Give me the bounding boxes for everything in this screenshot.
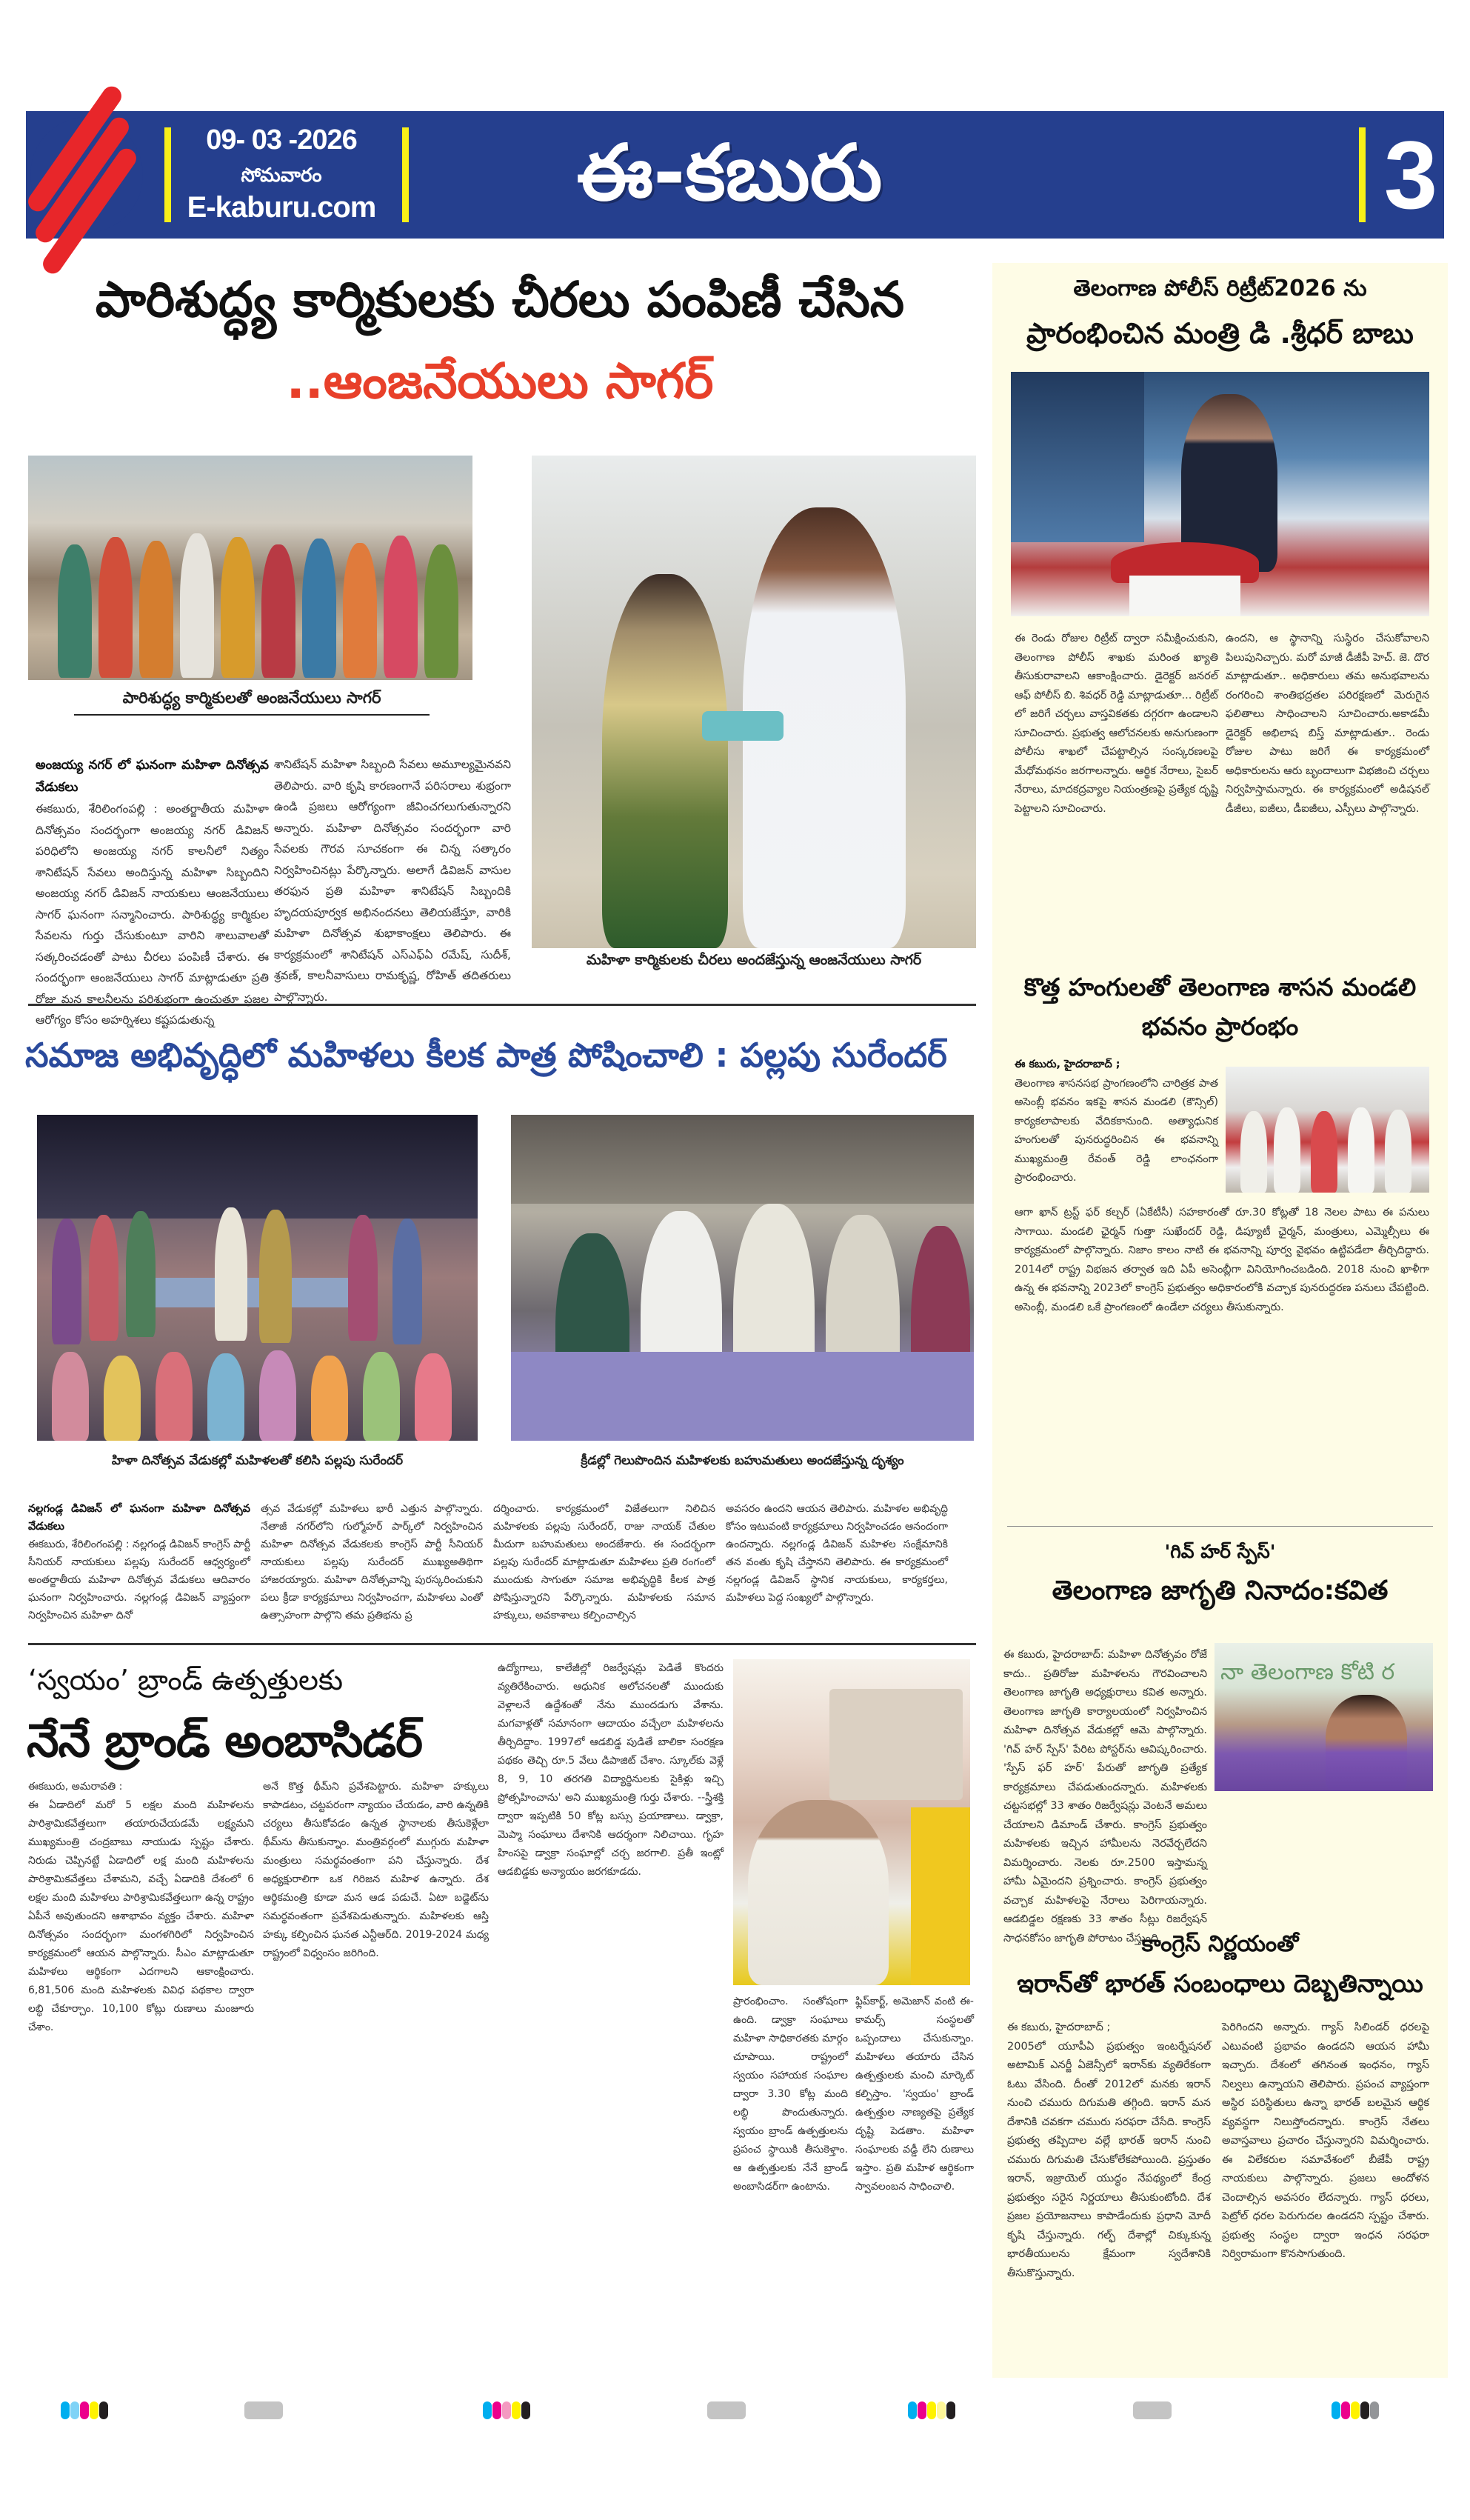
- print-gray-patch: [244, 2401, 283, 2419]
- swayam-headline: నేనే బ్రాండ్ అంబాసిడర్: [27, 1713, 423, 1767]
- council-inauguration-photo: [1226, 1067, 1429, 1193]
- color-swatch: [512, 2401, 521, 2419]
- print-gray-patch: [707, 2401, 746, 2419]
- police-headline-line1: తెలంగాణ పోలీస్ రిట్రీట్2026 ను: [1073, 276, 1367, 301]
- swayam-dateline: ఈకబురు, అమరావతి :: [28, 1781, 123, 1793]
- color-swatch: [502, 2401, 511, 2419]
- color-swatch: [90, 2401, 98, 2419]
- masthead: [26, 111, 1444, 239]
- color-swatch: [908, 2401, 917, 2419]
- sanitation-workers-photo: [28, 456, 472, 680]
- issue-date: 09- 03 -2026: [206, 124, 357, 156]
- sanitation-body-col2: శానిటేషన్ మహిళా సిబ్బంది సేవలు అమూల్యమైనవని తెలిపారు. వారి కృషి కారణంగానే పరిసరాలు శుభ్రంగా ఉండి ప్రజలు ఆరోగ్యంగా జీవించగలుగుతున్నారని అన్నారు. మహిళా దినోత్సవం సందర్భంగా వారి సేవలకు గౌరవ సూచకంగా ఈ చిన్న సత్కారం నిర్వహించినట్లు పేర్కొన్నారు. అలాగే డివిజన్ వాసుల తరఫున ప్రతి మహిళా శానిటేషన్ సిబ్బందికి హృదయపూర్వక అభినందనలు తెలియజేస్తూ, వారికి మహిళా దినోత్సవ శుభాకాంక్షలు తెలిపారు. ఈ కార్యక్రమంలో శానిటేషన్ ఎస్ఎఫ్ఏ రమేష్, సుదీశ్, శ్రవణ్, కాలనీవాసులు రామకృష్ణ, రోహిత్ తదితరులు పాల్గొన్నారు.: [274, 758, 511, 1004]
- police-body-col2: ఉందని, ఆ స్థానాన్ని సుస్థిరం చేసుకోవాలని పిలుపునిచ్చారు. మరో మాజీ డీజీపీ హెచ్. జె. దొర మాట్లాడుతూ.. అధికారులు తమ అనుభవాలను రంగరించి శాంతిభద్రతల పరిరక్షణలో మెరుగైన ఫలితాలు సాధించాలని సూచించారు.అకాడమీ డైరెక్టర్ అభిలాష బిస్త్ మాట్లాడుతూ.. రెండు రోజుల పాటు జరిగే ఈ కార్యక్రమంలో అధికారులను ఆరు బృందాలుగా విభజించి చర్చలు నిర్వహిస్తామన్నారు. ఈ కార్యక్రమంలో అడిషనల్ డీజీలు, ఐజీలు, డీఐజీలు, ఎస్పీలు పాల్గొన్నారు.: [1226, 633, 1429, 815]
- council-headline-line1: కొత్త హంగులతో తెలంగాణ శాసన మండలి: [1023, 973, 1417, 1001]
- sanitation-body-col1: [36, 754, 269, 1027]
- sanitation-headline-line1: పారిశుద్ధ్య కార్మికులకు చీరలు పంపిణీ చేసిన: [95, 271, 905, 328]
- print-gray-patch: [1133, 2401, 1172, 2419]
- accent-bar: [402, 127, 409, 222]
- print-color-bar: [908, 2401, 955, 2419]
- website-link[interactable]: E-kaburu.com: [187, 191, 376, 224]
- color-swatch: [1332, 2401, 1340, 2419]
- pallapu-body-text-1: ఈకబురు, శేరిలింగంపల్లి : నల్లగండ్ల డివిజన్ కాంగ్రెస్ పార్టీ సీనియర్ నాయకులు పల్లపు సురేందర్ ఆధ్వర్యంలో అంతర్జాతీయ మహిళా దినోత్సవ వేడుకలు ఆదివారం ఘనంగా నిర్వహించారు. నల్లగండ్ల డివిజన్ వ్యాప్తంగా నిర్వహించిన మహిళా దినో: [28, 1539, 250, 1621]
- section-divider: [1007, 1526, 1433, 1527]
- kavitha-photo: [1215, 1643, 1433, 1791]
- color-swatch: [99, 2401, 108, 2419]
- color-swatch: [1341, 2401, 1350, 2419]
- kavitha-photo-banner: నా తెలంగాణ కోటి ర: [1220, 1659, 1395, 1685]
- color-swatch: [483, 2401, 492, 2419]
- color-swatch: [492, 2401, 501, 2419]
- color-swatch: [927, 2401, 936, 2419]
- council-body-text-top: తెలంగాణ శాసనసభ ప్రాంగణంలోని చారిత్రక పాత అసెంబ్లీ భవనం ఇకపై శాసన మండలి (కౌన్సిల్) కార్యకలాపాలకు వేదికకానుంది. అత్యాధునిక హంగులతో పునరుద్ధరించిన ఈ భవనాన్ని ముఖ్యమంత్రి రేవంత్ రెడ్డి లాంఛనంగా ప్రారంభించారు.: [1015, 1077, 1218, 1184]
- page-number: 3: [1383, 121, 1438, 229]
- color-swatch: [80, 2401, 89, 2419]
- council-dateline: ఈ కబురు, హైదరాబాద్ ;: [1015, 1059, 1120, 1070]
- color-swatch: [1360, 2401, 1369, 2419]
- print-color-bar: [61, 2401, 108, 2419]
- kavitha-kicker: 'గివ్ హర్ స్పేస్': [1164, 1541, 1276, 1562]
- sanitation-photo1-caption: పారిశుద్ధ్య కార్మికులతో అంజనేయులు సాగర్: [74, 689, 430, 716]
- swayam-body-col4: ప్రారంభించాం. సంతోషంగా ఉంది. డ్వాక్రా సంఘాలు మహిళా సాధికారతకు మార్గం చూపాయి. రాష్ట్రంలో స్వయం సహాయక సంఘాల ద్వారా 3.30 కోట్ల మంది లబ్ధి పొందుతున్నారు. స్వయం బ్రాండ్ ఉత్పత్తులను ప్రపంచ స్థాయికి తీసుకెళ్తాం. ఆ ఉత్పత్తులకు నేనే బ్రాండ్ అంబాసిడర్‌గా ఉంటాను.: [733, 1996, 848, 2193]
- pallapu-body-col1: [28, 1500, 250, 1641]
- chief-minister-photo: [733, 1659, 970, 1985]
- congress-body-text-1: 2005లో యూపీఏ ప్రభుత్వం ఇంటర్నేషనల్ అటామిక్ ఎనర్జీ ఏజెన్సీలో ఇరాన్‌కు వ్యతిరేకంగా ఓటు వేసింది. దీంతో 2012లో మనకు ఇరాన్ నుంచి చమురు దిగుమతి తగ్గింది. ఇరాన్ మన దేశానికి చవకగా చమురు సరఫరా చేసేది. కాంగ్రెస్ ప్రభుత్వ తప్పిదాల వల్లే భారత్ ఇరాన్ నుంచి చమురు దిగుమతి చేసుకోలేకపోయింది. ప్రస్తుతం ఇరాన్, ఇజ్రాయెల్ యుద్ధం నేపథ్యంలో కేంద్ర ప్రభుత్వం సరైన నిర్ణయాలు తీసుకుంటోంది. దేశ ప్రజల ప్రయోజనాలు కాపాడేందుకు ప్రధాని మోదీ కృషి చేస్తున్నారు. గల్ఫ్ దేశాల్లో చిక్కుకున్న భారతీయులను క్షేమంగా స్వదేశానికి తీసుకొస్తున్నారు.: [1007, 2040, 1211, 2279]
- sanitation-body-text-1: ఈకబురు, శేరిలింగంపల్లి : అంతర్జాతీయ మహిళా దినోత్సవం సందర్భంగా అంజయ్య నగర్ డివిజన్ పరిధిలోని అంజయ్య నగర్ కాలనీలో నిత్యం శానిటేషన్ సేవలు అందిస్తున్న మహిళా సిబ్బందిని అంజయ్య నగర్ డివిజన్ నాయకులు ఆంజనేయులు సాగర్ ఘనంగా సన్మానించారు. పారిశుద్ధ్య కార్మికుల సేవలను గుర్తు చేసుకుంటూ వారిని శాలువాలతో సత్కరించడంతో పాటు చీరలు పంపిణీ చేశారు. ఈ సందర్భంగా ఆంజనేయులు సాగర్ మాట్లాడుతూ ప్రతి రోజు మన కాలనీలను పరిశుభ్రంగా ఉంచుతూ ప్రజల ఆరోగ్యం కోసం అహర్నిశలు కష్టపడుతున్న: [36, 802, 269, 1027]
- pallapu-photo2-caption: క్రీడల్లో గెలుపొందిన మహిళలకు బహుమతులు అందజేస్తున్న దృశ్యం: [581, 1453, 904, 1468]
- swayam-body-col3: ఉద్యోగాలు, కాలేజీల్లో రిజర్వేషన్లు పెడితే కొందరు వ్యతిరేకించారు. ఆధునిక ఆలోచనలతో ముందుకు వెళ్లాలనే ఉద్దేశంతో నేను ముందడుగు వేశాను. మగవాళ్లతో సమానంగా ఆదాయం వచ్చేలా మహిళలను తీర్చిదిద్దాం. 1997లో ఆడబిడ్డ పుడితే బాలికా సంరక్షణ పథకం తెచ్చి రూ.5 వేలు డిపాజిట్ చేశాం. స్కూల్‌కు వెళ్లే 8, 9, 10 తరగతి విద్యార్థినులకు సైకిళ్లు ఇచ్చి ప్రోత్సహించాను' అని ముఖ్యమంత్రి గుర్తు చేశారు. --స్త్రీశక్తి ద్వారా ఇప్పటికి 50 కోట్ల బస్సు ప్రయాణాలు. డ్వాక్రా, మెప్మా సంఘాలు దేశానికి ఆదర్శంగా నిలిచాయి. గృహ హింసపై డ్వాక్రా సంఘాల్లో చర్చ జరగాలి. ప్రతీ ఇంట్లో ఆడబిడ్డకు అన్యాయం జరగకూడదు.: [498, 1662, 724, 1878]
- pallapu-photo1-caption: హిళా దినోత్సవ వేడుకల్లో మహిళలతో కలిసి పల్లపు సురేందర్: [111, 1453, 404, 1468]
- womens-day-group-photo: [37, 1115, 478, 1441]
- pallapu-body-col2: త్సవ వేడుకల్లో మహిళలు భారీ ఎత్తున పాల్గొన్నారు. నేతాజీ నగర్‌లోని గుల్మోహర్ పార్క్‌లో నిర్వహించిన మహిళా దినోత్సవ వేడుకలకు కాంగ్రెస్ పార్టీ సీనియర్ నాయకులు పల్లపు సురేందర్ ముఖ్యఅతిథిగా హాజరయ్యారు. మహిళా దినోత్సవాన్ని పురస్కరించుకుని పలు క్రీడా కార్యక్రమాలు నిర్వహించగా, మహిళలు ఎంతో ఉత్సాహంగా పాల్గొని తమ ప్రతిభను ప్ర: [261, 1503, 483, 1621]
- ekaburu-logo-icon: [30, 117, 143, 233]
- council-body-bottom: ఆగా ఖాన్ ట్రస్ట్ ఫర్ కల్చర్ (ఏకేటీసీ) సహకారంతో రూ.30 కోట్లతో 18 నెలల పాటు ఈ పనులు సాగాయి. మండలి ఛైర్మన్ గుత్తా సుఖేందర్ రెడ్డి, డిప్యూటీ ఛైర్మన్, మంత్రులు, ఎమ్మెల్సీలు ఈ కార్యక్రమంలో పాల్గొన్నారు. నిజాం కాలం నాటి ఈ భవనాన్ని పూర్వ వైభవం ఉట్టిపడేలా తీర్చిదిద్దారు. 2014లో రాష్ట్ర విభజన తర్వాత ఇది ఏపీ అసెంబ్లీగా వినియోగించబడింది. 2018 నుంచి ఖాళీగా ఉన్న ఈ భవనాన్ని 2023లో కాంగ్రెస్ ప్రభుత్వం అధికారంలోకి వచ్చాక పునరుద్ధరణ పనులు చేపట్టింది. అసెంబ్లీ, మండలి ఒకే ప్రాంగణంలో ఉండేలా చర్యలు తీసుకున్నారు.: [1015, 1207, 1429, 1313]
- congress-headline-line2: ఇరాన్‌తో భారత్ సంబంధాలు దెబ్బతిన్నాయి: [1017, 1969, 1423, 1998]
- paper-name: ఈ-కబురు: [576, 127, 883, 218]
- color-swatch: [1370, 2401, 1379, 2419]
- color-swatch: [946, 2401, 955, 2419]
- congress-headline-line1: కాంగ్రెస్ నిర్ణయంతో: [1141, 1931, 1299, 1957]
- pallapu-body-col3: దర్శించారు. కార్యక్రమంలో విజేతలుగా నిలిచిన మహిళలకు పల్లపు సురేందర్, రాజు నాయక్ చేతుల మీదుగా బహుమతులు అందజేశారు. ఈ సందర్భంగా పల్లపు సురేందర్ మాట్లాడుతూ మహిళలు ప్రతి రంగంలో ముందుకు సాగుతూ సమాజ అభివృద్ధికి కీలక పాత్ర పోషిస్తున్నారని పేర్కొన్నారు. మహిళలకు సమాన హక్కులు, అవకాశాలు కల్పించాల్సిన: [493, 1503, 715, 1621]
- swayam-body-col1: [28, 1778, 254, 2370]
- color-swatch: [61, 2401, 70, 2419]
- swayam-body-col5: ఫ్లిప్‌కార్ట్, అమెజాన్ వంటి ఈ-కామర్స్ సంస్థలతో ఒప్పందాలు చేసుకున్నాం. మహిళలు తయారు చేసిన ఉత్పత్తులకు మంచి మార్కెట్ కల్పిస్తాం. 'స్వయం' బ్రాండ్ ఉత్పత్తుల నాణ్యతపై ప్రత్యేక దృష్టి పెడతాం. మహిళా సంఘాలకు వడ్డీ లేని రుణాలు ఇస్తాం. ప్రతి మహిళ ఆర్థికంగా స్వావలంబన సాధించాలి.: [855, 1996, 974, 2193]
- swayam-body-text-1: ఈ ఏడాదిలో మరో 5 లక్షల మంది మహిళలను పారిశ్రామికవేత్తలుగా తయారుచేయడమే లక్ష్యమని ముఖ్యమంత్రి చంద్రబాబు నాయుడు స్పష్టం చేశారు. నిరుడు చెప్పినట్టే ఏడాదిలో లక్ష మంది మహిళలను పారిశ్రామికవేత్తలు చేశామని, వచ్చే ఏడాదికి దేశంలో 6 లక్షల మంది మహిళలు పారిశ్రామికవేత్తలుగా ఉన్న రాష్ట్రం ఏపీనే అవుతుందని ఆశాభావం వ్యక్తం చేశారు. మహిళా దినోత్సవం సందర్భంగా మంగళగిరిలో నిర్వహించిన కార్యక్రమంలో ఆయన పాల్గొన్నారు. సీఎం మాట్లాడుతూ మహిళలు ఆర్థికంగా ఎదగాలని ఆకాంక్షించారు. 6,81,506 మంది మహిళలకు వివిధ పథకాల ద్వారా లబ్ధి చేకూర్చాం. 10,100 కోట్లు రుణాలు మంజూరు చేశాం.: [28, 1799, 254, 2033]
- pallapu-body-col4: అవసరం ఉందని ఆయన తెలిపారు. మహిళల అభివృద్ధి కోసం ఇటువంటి కార్యక్రమాలు నిర్వహించడం ఆనందంగా ఉందన్నారు. నల్లగండ్ల డివిజన్ మహిళల సంక్షేమానికి తన వంతు కృషి చేస్తానని తెలిపారు. ఈ కార్యక్రమంలో నల్లగండ్ల డివిజన్ స్థానిక నాయకులు, కార్యకర్తలు, మహిళలు పెద్ద సంఖ్యలో పాల్గొన్నారు.: [726, 1503, 948, 1604]
- kavitha-body: ఈ కబురు, హైదరాబాద్: మహిళా దినోత్సవం రోజే కాదు.. ప్రతిరోజు మహిళలను గౌరవించాలని తెలంగాణ జాగృతి అధ్యక్షురాలు కవిత అన్నారు. తెలంగాణ జాగృతి కార్యాలయంలో నిర్వహించిన మహిళా దినోత్సవ వేడుకల్లో ఆమె పాల్గొన్నారు. 'గివ్ హర్ స్పేస్' పేరిట పోస్టర్‌ను ఆవిష్కరించారు. 'స్పేస్ ఫర్ హర్' పేరుతో జాగృతి ప్రత్యేక కార్యక్రమాలు చేపడుతుందన్నారు. మహిళలకు చట్టసభల్లో 33 శాతం రిజర్వేషన్లు వెంటనే అమలు చేయాలని డిమాండ్ చేశారు. కాంగ్రెస్ ప్రభుత్వం మహిళలకు ఇచ్చిన హామీలను నెరవేర్చలేదని విమర్శించారు. నెలకు రూ.2500 ఇస్తామన్న హామీ ఏమైందని ప్రశ్నించారు. కాంగ్రెస్ ప్రభుత్వం వచ్చాక మహిళలపై నేరాలు పెరిగాయన్నారు. ఆడబిడ్డల రక్షణకు 33 శాతం సీట్లు రిజర్వేషన్ సాధనకోసం జాగృతి పోరాటం చేస్తుంది.: [1003, 1649, 1207, 1944]
- color-swatch: [937, 2401, 946, 2419]
- pallapu-headline: సమాజ అభివృద్ధిలో మహిళలు కీలక పాత్ర పోషించాలి : పల్లపు సురేందర్: [25, 1036, 947, 1075]
- accent-bar: [1359, 127, 1366, 222]
- color-swatch: [1351, 2401, 1360, 2419]
- color-swatch: [70, 2401, 79, 2419]
- swayam-body-col2: అనే కొత్త థీమ్‌ని ప్రవేశపెట్టారు. మహిళా హక్కులు కాపాడటం, చట్టపరంగా న్యాయం చేయడం, వారి ఉన్నతికి చర్యలు తీసుకోవడం ఉన్నత స్థానాలకు తీసుకెళ్లేలా థీమ్‌ను తీసుకున్నాం. మంత్రివర్గంలో ముగ్గురు మహిళా మంత్రులు సమర్థవంతంగా పని చేస్తున్నారు. దేశ అధ్యక్షురాలిగా ఒక గిరిజన మహిళ ఉన్నారు. దేశ ఆర్థికమంత్రి కూడా మన ఆడ పడుచే. ఏటా బడ్జెట్‌ను సమర్థవంతంగా ప్రవేశపెడుతున్నారు. మహిళలకు ఆస్తి హక్కు కల్పించిన ఘనత ఎన్టీఆర్‌ది. 2019-2024 మధ్య రాష్ట్రంలో విధ్వంసం జరిగింది.: [263, 1781, 489, 1959]
- sanitation-headline-line2: ..ఆంజనేయులు సాగర్: [286, 353, 714, 410]
- print-color-bar: [483, 2401, 530, 2419]
- saree-distribution-photo: [532, 456, 976, 948]
- sanitation-photo2-caption: మహిళా కార్మికులకు చీరలు అందజేస్తున్న ఆంజనేయులు సాగర్: [586, 952, 922, 968]
- congress-dateline: ఈ కబురు, హైదరాబాద్ ;: [1007, 2021, 1111, 2033]
- color-swatch: [521, 2401, 530, 2419]
- council-body-top: [1015, 1056, 1218, 1196]
- section-divider: [28, 1643, 976, 1645]
- police-headline-line2: ప్రారంభించిన మంత్రి డి .శ్రీధర్ బాబు: [1026, 317, 1414, 350]
- congress-body-col2: పెరిగిందని అన్నారు. గ్యాస్ సిలిండర్ ధరలపై ఎటువంటి ప్రభావం ఉండదని ఆయన హామీ ఇచ్చారు. దేశంలో తగినంత ఇంధనం, గ్యాస్ నిల్వలు ఉన్నాయని తెలిపారు. ప్రపంచ వ్యాప్తంగా అస్థిర పరిస్థితులు ఉన్నా భారత్ బలమైన ఆర్థిక వ్యవస్థగా నిలుస్తోందన్నారు. కాంగ్రెస్ నేతలు అవాస్తవాలు ప్రచారం చేస్తున్నారని విమర్శించారు. ఈ విలేకరుల సమావేశంలో బీజేపీ రాష్ట్ర నాయకులు పాల్గొన్నారు. ప్రజలు ఆందోళన చెందాల్సిన అవసరం లేదన్నారు. గ్యాస్ ధరలు, పెట్రోల్ ధరల పెరుగుదల ఉండదని స్పష్టం చేశారు. ప్రభుత్వ సంస్థల ద్వారా ఇంధన సరఫరా నిర్విరామంగా కొనసాగుతుంది.: [1222, 2021, 1429, 2260]
- kavitha-headline: తెలంగాణ జాగృతి నినాదం:కవిత: [1052, 1576, 1389, 1606]
- congress-body-col1: [1007, 2019, 1211, 2367]
- council-headline-line2: భవనం ప్రారంభం: [1141, 1012, 1299, 1041]
- prize-distribution-photo: [511, 1115, 974, 1441]
- print-color-bar: [1332, 2401, 1379, 2419]
- pallapu-subhead: నల్లగండ్ల డివిజన్ లో ఘనంగా మహిళా దినోత్సవ వేడుకలు: [28, 1503, 250, 1533]
- police-body-col1: ఈ రెండు రోజుల రిట్రీట్ ద్వారా సమీక్షించుకుని, తెలంగాణ పోలీస్ శాఖకు మరింత ఖ్యాతి తీసుకురావాలని ఆకాంక్షించారు. డైరెక్టర్ జనరల్ ఆఫ్ పోలీస్ బి. శివధర్ రెడ్డి మాట్లాడుతూ... రిట్రీట్ లో జరిగే చర్చలు వాస్తవికతకు దగ్గరగా ఉండాలని సూచించారు. ప్రభుత్వ ఆలోచనలకు అనుగుణంగా పోలీసు శాఖలో చేపట్టాల్సిన సంస్కరణలపై మేధోమథనం జరగాలన్నారు. ఆర్థిక నేరాలు, సైబర్ నేరాలు, మాదకద్రవ్యాల నియంత్రణపై ప్రత్యేక దృష్టి పెట్టాలని సూచించారు.: [1015, 633, 1218, 815]
- swayam-kicker: ‘స్వయం’ బ్రాండ్ ఉత్పత్తులకు: [28, 1664, 343, 1696]
- color-swatch: [918, 2401, 926, 2419]
- minister-speech-photo: [1011, 372, 1429, 616]
- issue-day: సోమవారం: [241, 164, 322, 187]
- sanitation-subhead: అంజయ్య నగర్ లో ఘనంగా మహిళా దినోత్సవ వేడుకలు: [36, 758, 269, 795]
